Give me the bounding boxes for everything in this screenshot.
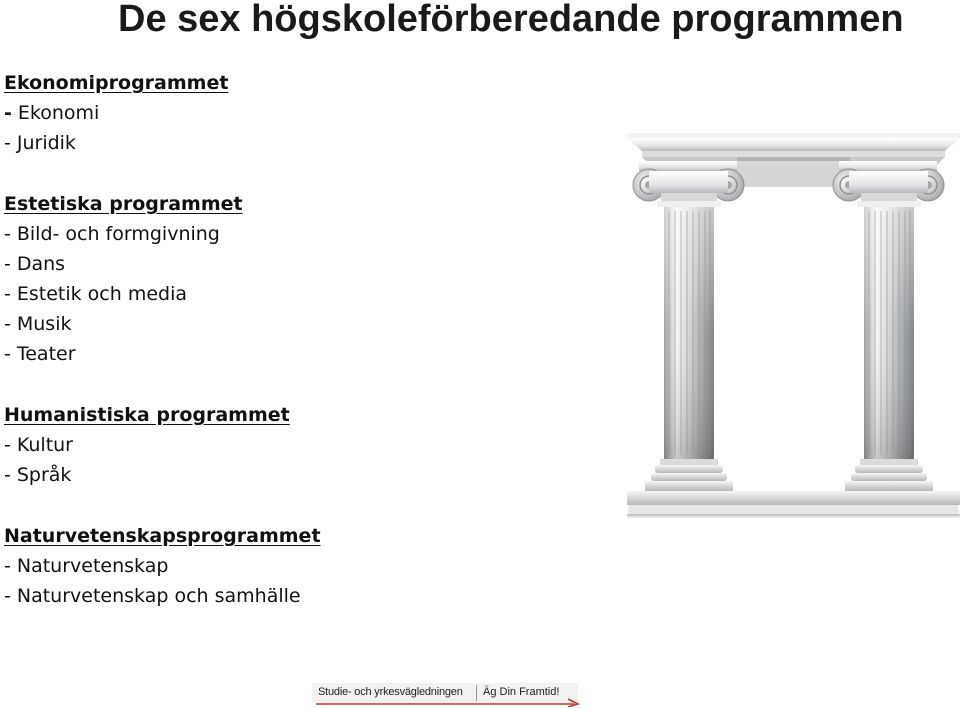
program-estetiska [4, 189, 604, 369]
arrow-icon [312, 683, 584, 707]
program-heading: Naturvetenskapsprogrammet [4, 525, 321, 547]
footer-logo-right-text: Äg Din Framtid! [483, 686, 560, 698]
program-item: - Juridik [4, 132, 76, 154]
program-item: - Bild- och formgivning [4, 223, 220, 245]
slide-title: De sex högskoleförberedande programmen [118, 0, 904, 40]
program-item: - Dans [4, 253, 66, 275]
program-heading: Humanistiska programmet [4, 404, 290, 426]
program-heading: Estetiska programmet [4, 193, 243, 215]
program-item: - Kultur [4, 434, 73, 456]
program-item: - Estetik och media [4, 283, 188, 305]
program-item: - Naturvetenskap och samhälle [4, 585, 301, 607]
program-heading: Ekonomiprogrammet [4, 72, 229, 94]
program-item: - Språk [4, 464, 72, 486]
program-list [4, 68, 604, 611]
ionic-columns-illustration [627, 133, 960, 518]
program-item: - Ekonomi [4, 102, 100, 124]
footer-logo [312, 683, 584, 707]
program-naturvetenskap [4, 521, 604, 611]
program-item: - Naturvetenskap [4, 555, 169, 577]
program-ekonomi [4, 68, 604, 158]
footer-logo-left-text: Studie- och yrkesvägledningen [318, 686, 463, 698]
program-item: - Musik [4, 313, 72, 335]
program-humanistiska [4, 400, 604, 490]
program-item: - Teater [4, 343, 76, 365]
